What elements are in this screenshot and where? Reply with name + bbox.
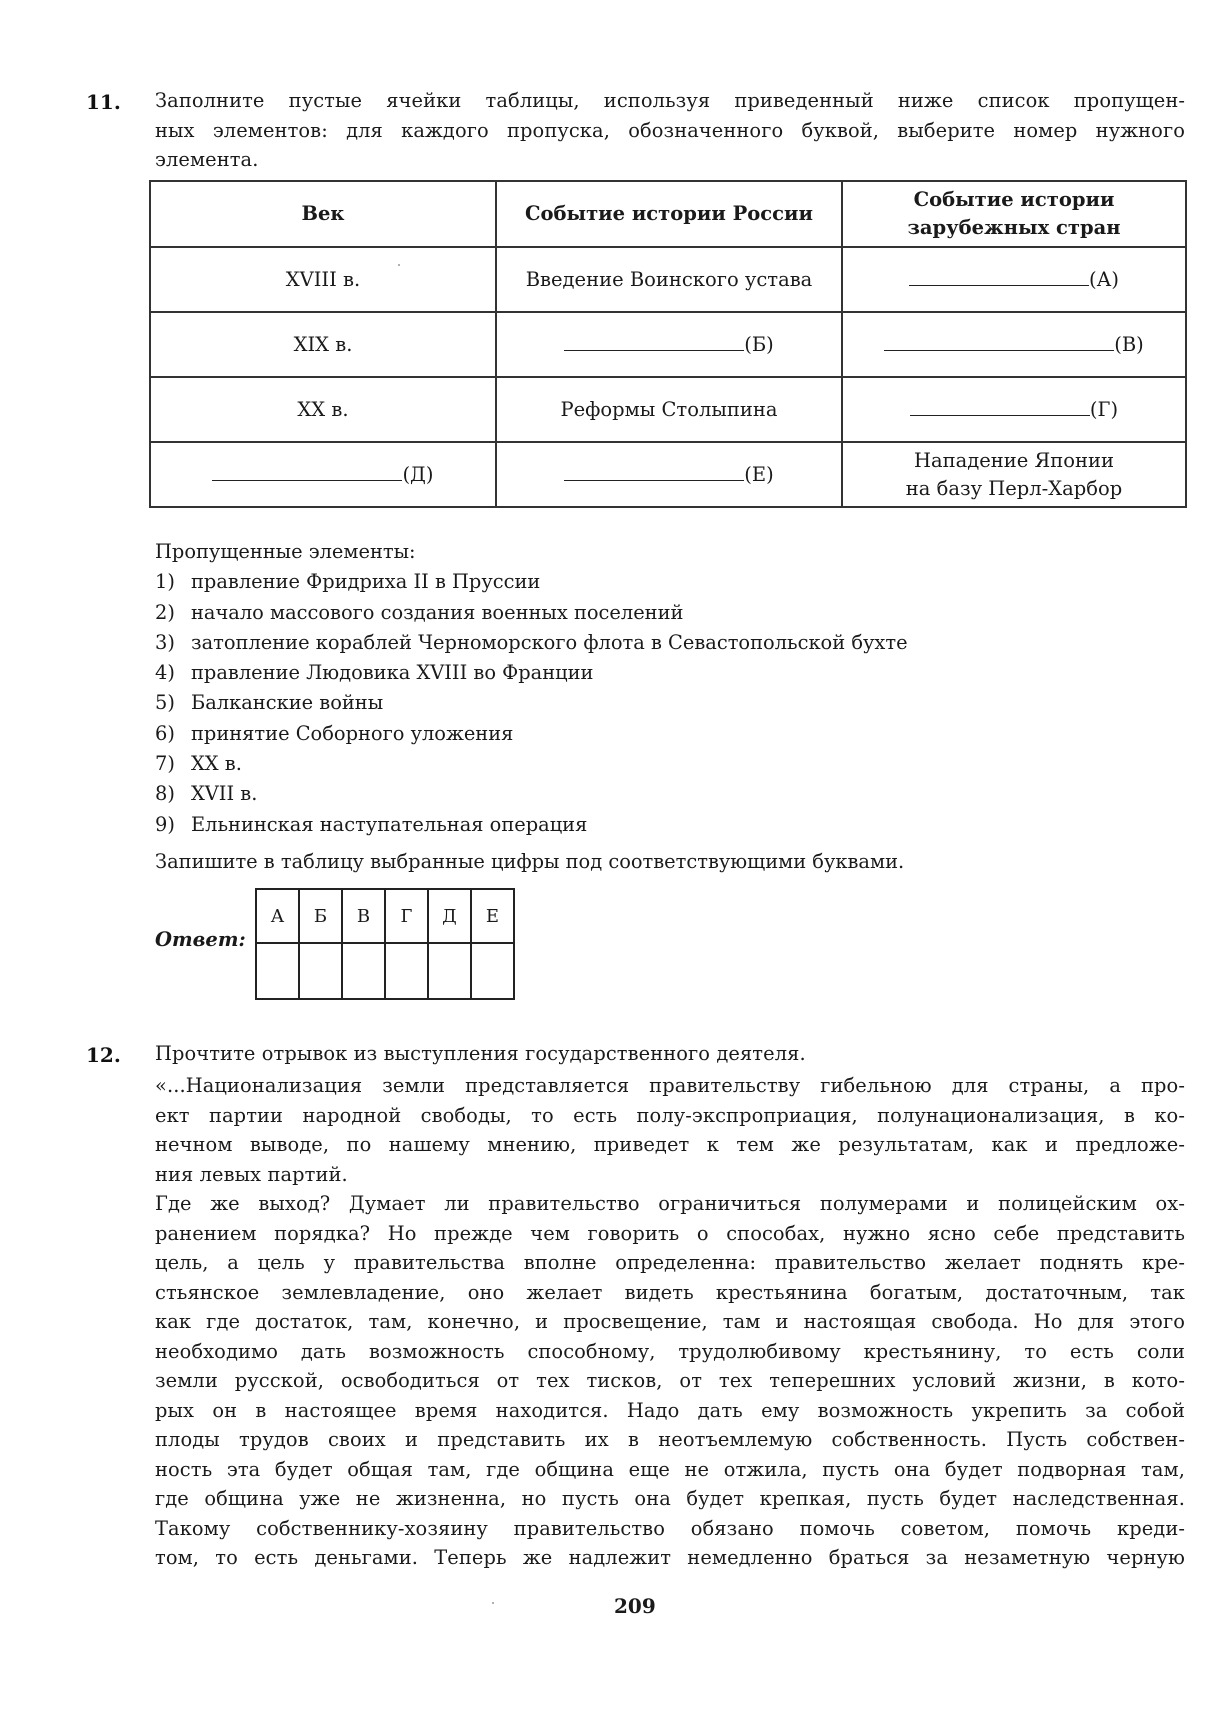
answer-label: Ответ: xyxy=(155,928,246,951)
quote-paragraph-2 xyxy=(155,1189,1185,1573)
missing-elements-header: Пропущенные элементы: xyxy=(155,540,416,563)
cell-foreign-blank[interactable] xyxy=(842,247,1186,312)
instruction-line: элемента. xyxy=(155,148,259,171)
answer-letter: Г xyxy=(385,889,428,943)
blank-line xyxy=(564,332,744,351)
scan-speck xyxy=(492,1602,494,1604)
quote-line: ния левых партий. xyxy=(155,1162,348,1186)
answer-letters-row xyxy=(256,889,514,943)
quote-line: нечном выводе, по нашему мнению, приведет к тем же результатам, как и предложе- xyxy=(155,1133,1185,1156)
answer-letter: А xyxy=(256,889,299,943)
list-item xyxy=(155,719,908,749)
answer-cell[interactable] xyxy=(428,943,471,999)
list-item xyxy=(155,688,908,718)
table-row xyxy=(150,377,1186,442)
blank-line xyxy=(909,267,1089,286)
instruction-line: Заполните пустые ячейки таблицы, используя приведенный ниже список пропущен- xyxy=(155,89,1185,112)
quote-line: где община уже не жизненна, но пусть она будет крепкая, пусть будет наследственная. xyxy=(155,1487,1185,1510)
cell-foreign-line: на базу Перл-Харбор xyxy=(905,476,1123,500)
header-foreign-line: зарубежных стран xyxy=(907,216,1121,239)
cell-foreign-blank[interactable] xyxy=(842,312,1186,377)
scan-speck xyxy=(398,264,400,266)
item-number: 6) xyxy=(155,721,175,745)
task-number: 12. xyxy=(86,1043,121,1067)
quote-line: рых он в настоящее время находится. Надо дать ему возможность укрепить за собой xyxy=(155,1398,1185,1422)
list-item xyxy=(155,628,908,658)
header-century: Век xyxy=(150,181,496,247)
cell-russia-blank[interactable] xyxy=(496,442,842,507)
item-text: правление Фридриха II в Пруссии xyxy=(191,570,541,594)
page-number: 209 xyxy=(614,1594,656,1618)
quote-line: стьянское землевладение, оно желает видеть крестьянина богатым, достаточным, так xyxy=(155,1280,1185,1304)
answer-cell[interactable] xyxy=(256,943,299,999)
write-instruction: Запишите в таблицу выбранные цифры под соответствующими буквами. xyxy=(155,850,905,873)
blank-letter: (Б) xyxy=(744,332,774,356)
list-item xyxy=(155,598,908,628)
cell-foreign-line: Нападение Японии xyxy=(913,448,1114,472)
list-item xyxy=(155,658,908,688)
item-text: правление Людовика XVIII во Франции xyxy=(191,661,594,685)
events-table xyxy=(149,180,1187,508)
task-instruction xyxy=(155,86,1185,175)
quote-line: «...Национализация земли представляется правительству гибельною для страны, а про- xyxy=(155,1074,1185,1097)
cell-foreign xyxy=(842,442,1186,507)
answer-cell[interactable] xyxy=(385,943,428,999)
blank-letter: (Д) xyxy=(402,462,434,486)
item-text: XX в. xyxy=(191,752,242,776)
item-text: принятие Соборного уложения xyxy=(191,721,514,745)
item-number: 8) xyxy=(155,782,175,806)
cell-century: XX в. xyxy=(150,377,496,442)
blank-line xyxy=(564,462,744,481)
cell-century: XIX в. xyxy=(150,312,496,377)
quote-line: Такому собственнику-хозяину правительство обязано помочь советом, помочь креди- xyxy=(155,1516,1185,1540)
table-row xyxy=(150,312,1186,377)
quote-line: ность эта будет общая там, где община еще не отжила, пусть она будет подворная там, xyxy=(155,1457,1185,1481)
item-number: 5) xyxy=(155,691,175,715)
cell-century-blank[interactable] xyxy=(150,442,496,507)
quote-line: цель, а цель у правительства вполне определенна: правительство желает поднять кре- xyxy=(155,1251,1185,1274)
list-item xyxy=(155,810,908,840)
item-number: 7) xyxy=(155,752,175,776)
answer-letter: Д xyxy=(428,889,471,943)
answer-cell[interactable] xyxy=(299,943,342,999)
task-instruction xyxy=(155,1039,1185,1069)
answer-cell[interactable] xyxy=(342,943,385,999)
item-number: 3) xyxy=(155,630,175,654)
cell-russia-blank[interactable] xyxy=(496,312,842,377)
list-item xyxy=(155,749,908,779)
quote-line: земли русской, освободиться от тех тисков, от тех теперешних условий жизни, в кото- xyxy=(155,1369,1185,1392)
list-item xyxy=(155,567,908,597)
answer-cell[interactable] xyxy=(471,943,514,999)
quote-line: необходимо дать возможность способному, трудолюбивому крестьянину, то есть соли xyxy=(155,1339,1185,1363)
list-item xyxy=(155,779,908,809)
answer-letter: Е xyxy=(471,889,514,943)
item-number: 9) xyxy=(155,812,175,836)
table-row xyxy=(150,442,1186,507)
instruction-line: Прочтите отрывок из выступления государственного деятеля. xyxy=(155,1042,806,1065)
quote-line: плоды трудов своих и представить их в неотъемлемую собственность. Пусть собствен- xyxy=(155,1428,1185,1451)
answer-cells-row xyxy=(256,943,514,999)
table-row xyxy=(150,247,1186,312)
missing-elements-list xyxy=(155,537,908,840)
quote-line: как где достаток, там, конечно, и просвещение, там и настоящая свобода. Но для этого xyxy=(155,1310,1185,1333)
answer-letter: Б xyxy=(299,889,342,943)
cell-russia: Реформы Столыпина xyxy=(496,377,842,442)
instruction-line: ных элементов: для каждого пропуска, обозначенного буквой, выберите номер нужного xyxy=(155,118,1185,142)
blank-line xyxy=(212,462,402,481)
blank-letter: (Г) xyxy=(1089,397,1119,421)
cell-century: XVIII в. xyxy=(150,247,496,312)
cell-russia: Введение Воинского устава xyxy=(496,247,842,312)
quote-line: том, то есть деньгами. Теперь же надлежит немедленно браться за незаметную черную xyxy=(155,1546,1185,1569)
item-text: XVII в. xyxy=(191,782,258,806)
quote-line: ект партии народной свободы, то есть полу-экспроприация, полунационализация, в ко- xyxy=(155,1103,1185,1127)
item-text: начало массового создания военных поселений xyxy=(191,600,684,624)
item-number: 2) xyxy=(155,600,175,624)
header-russia: Событие истории России xyxy=(496,181,842,247)
table-header-row xyxy=(150,181,1186,247)
cell-foreign-blank[interactable] xyxy=(842,377,1186,442)
item-text: затопление кораблей Черноморского флота в Севастопольской бухте xyxy=(191,630,908,654)
item-number: 1) xyxy=(155,570,175,594)
blank-line xyxy=(884,332,1114,351)
header-foreign xyxy=(842,181,1186,247)
answer-grid xyxy=(255,888,515,1000)
task-number: 11. xyxy=(86,90,121,114)
quote-line: ранением порядка? Но прежде чем говорить о способах, нужно ясно себе представить xyxy=(155,1221,1185,1245)
header-foreign-line: Событие истории xyxy=(913,188,1115,211)
blank-letter: (В) xyxy=(1114,332,1144,356)
blank-line xyxy=(910,397,1090,416)
item-text: Ельнинская наступательная операция xyxy=(191,812,588,836)
quote-line: Где же выход? Думает ли правительство ограничиться полумерами и полицейским ох- xyxy=(155,1192,1185,1215)
blank-letter: (А) xyxy=(1089,267,1119,291)
item-text: Балканские войны xyxy=(191,691,384,715)
blank-letter: (Е) xyxy=(744,462,774,486)
answer-letter: В xyxy=(342,889,385,943)
quote-paragraph-1 xyxy=(155,1071,1185,1189)
item-number: 4) xyxy=(155,661,175,685)
